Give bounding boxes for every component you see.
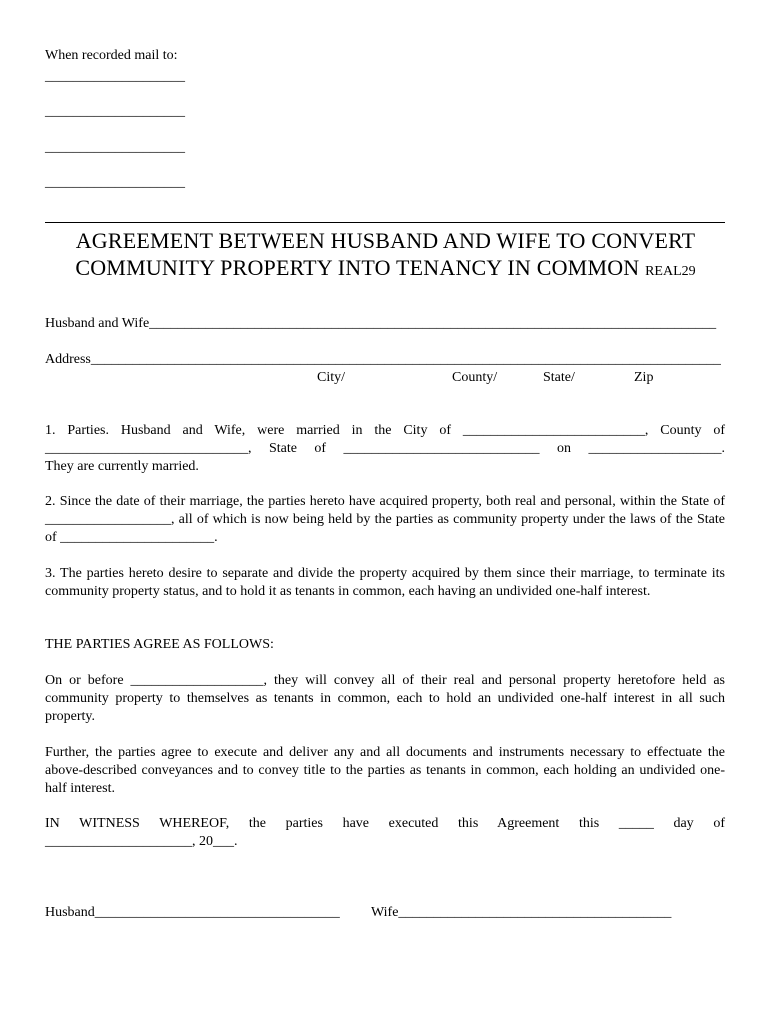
agree-heading: THE PARTIES AGREE AS FOLLOWS: — [45, 637, 274, 652]
husband-wife-field — [45, 315, 716, 333]
mail-to-line-2[interactable]: ____________________ — [45, 104, 185, 119]
mail-to-line-1[interactable]: ____________________ — [45, 69, 185, 84]
paragraph-convey-date: On or before ___________________, they will convey all of their real and personal property heretofore held as community property to themselves as tenants in common, each to hold an undivided one-half interest in all such property. — [45, 673, 725, 724]
paragraph-separate-divide: 3. The parties hereto desire to separate and divide the property acquired by them since their marriage, to terminate its community property status, and to hold it as tenants in common, each having an undivided one-half interest. — [45, 566, 725, 599]
mail-to-label: When recorded mail to: — [45, 48, 178, 63]
mail-to-line-3[interactable]: ____________________ — [45, 140, 185, 155]
city-label: City/ — [317, 370, 346, 385]
paragraph-parties — [45, 422, 725, 476]
document-title-line-2 — [45, 254, 726, 285]
address-field — [45, 351, 721, 369]
county-label: County/ — [452, 370, 498, 385]
paragraph-acquired-property: 2. Since the date of their marriage, the parties hereto have acquired property, both real and personal, within the State of __________________, all of which is now being held by the parties as community property under the laws of the State of ______________________. — [45, 494, 725, 545]
husband-wife-label: Husband and Wife — [45, 316, 150, 331]
paragraph-parties-line-2: _____________________________, State of ____________________________ on ___________________. — [45, 441, 725, 456]
form-code: REAL29 — [645, 264, 696, 279]
document-title-line-2-text: COMMUNITY PROPERTY INTO TENANCY IN COMMON — [75, 255, 640, 280]
zip-label: Zip — [634, 370, 654, 385]
husband-wife-input-line[interactable]: _________________________________________________________________________________ — [149, 316, 717, 331]
wife-signature-line[interactable]: Wife_______________________________________ — [371, 905, 672, 920]
mail-to-line-4[interactable]: ____________________ — [45, 175, 185, 190]
document-title-line-1: AGREEMENT BETWEEN HUSBAND AND WIFE TO CONVERT — [75, 228, 696, 253]
state-label: State/ — [543, 370, 575, 385]
header-divider — [45, 222, 725, 223]
paragraph-execute-documents: Further, the parties agree to execute and deliver any and all documents and instruments necessary to effectuate the above-described conveyances and to convey title to the parties as tenants in common, each holding an undivided one-half interest. — [45, 745, 725, 796]
witness-line-1: IN WITNESS WHEREOF, the parties have executed this Agreement this _____ day of — [45, 816, 725, 831]
address-input-line[interactable]: __________________________________________________________________________________________ — [90, 352, 721, 367]
witness-line-2: _____________________, 20___. — [45, 834, 238, 849]
paragraph-parties-line-3: They are currently married. — [45, 459, 199, 474]
address-label: Address — [45, 352, 91, 367]
paragraph-witness — [45, 815, 725, 851]
paragraph-parties-line-1: 1. Parties. Husband and Wife, were married in the City of __________________________, County of — [45, 423, 725, 438]
husband-signature-line[interactable]: Husband___________________________________ — [45, 905, 340, 920]
